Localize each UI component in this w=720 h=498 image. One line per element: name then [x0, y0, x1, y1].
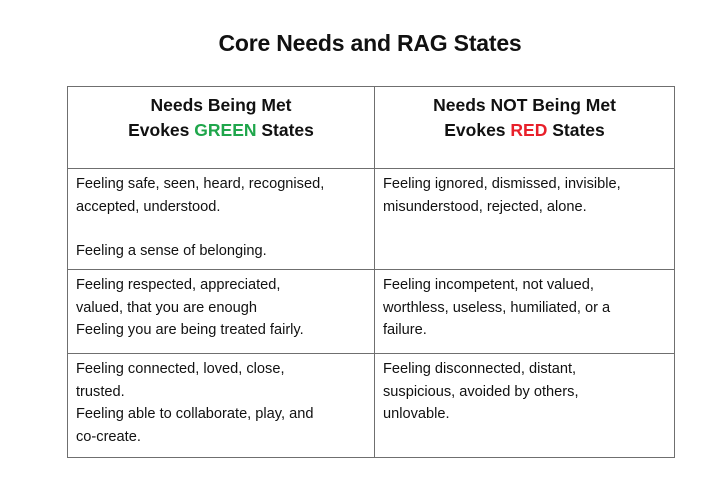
cell-line: misunderstood, rejected, alone.: [383, 198, 587, 215]
cell-line: failure.: [383, 322, 427, 338]
cell-met-respect: [68, 270, 375, 354]
column-header-met: [68, 87, 375, 169]
header-not-met-prefix: Evokes: [444, 120, 511, 140]
header-met-line1: Needs Being Met: [150, 95, 292, 115]
red-label: RED: [510, 120, 548, 140]
cell-line: Feeling connected, loved, close,: [76, 361, 285, 377]
header-met-suffix: States: [256, 120, 314, 140]
column-header-not-met: [375, 87, 675, 169]
cell-line: Feeling disconnected, distant,: [383, 361, 577, 377]
header-met-line2: [72, 118, 370, 143]
cell-line: Feeling you are being treated fairly.: [76, 322, 304, 338]
cell-line: co-create.: [76, 428, 141, 445]
table-row: [68, 354, 675, 458]
cell-line: trusted.: [76, 383, 125, 400]
cell-line: Feeling ignored, dismissed, invisible,: [383, 176, 621, 192]
page-title: Core Needs and RAG States: [218, 30, 522, 56]
cell-met-connection: [68, 354, 375, 458]
cell-line: suspicious, avoided by others,: [383, 383, 579, 400]
table-row: [68, 169, 675, 270]
cell-met-safety: [68, 169, 375, 270]
cell-not-met-respect: [375, 270, 675, 354]
cell-line: worthless, useless, humiliated, or a: [383, 299, 611, 316]
cell-line: Feeling incompetent, not valued,: [383, 277, 594, 293]
cell-line: valued, that you are enough: [76, 299, 257, 316]
cell-line: unlovable.: [383, 406, 450, 422]
header-not-met-line1: Needs NOT Being Met: [433, 95, 616, 115]
cell-not-met-safety: [375, 169, 675, 270]
cell-gap: [76, 218, 368, 240]
cell-line: Feeling safe, seen, heard, recognised,: [76, 176, 325, 192]
cell-line: Feeling able to collaborate, play, and: [76, 406, 314, 422]
cell-not-met-connection: [375, 354, 675, 458]
cell-line: accepted, understood.: [76, 198, 221, 215]
header-not-met-suffix: States: [547, 120, 605, 140]
cell-line: Feeling a sense of belonging.: [76, 243, 267, 259]
table-header-row: [68, 87, 675, 169]
green-label: GREEN: [194, 120, 257, 140]
header-not-met-line2: [379, 118, 670, 143]
rag-table: [67, 86, 675, 458]
table-row: [68, 270, 675, 354]
header-met-prefix: Evokes: [128, 120, 195, 140]
cell-line: Feeling respected, appreciated,: [76, 277, 281, 293]
